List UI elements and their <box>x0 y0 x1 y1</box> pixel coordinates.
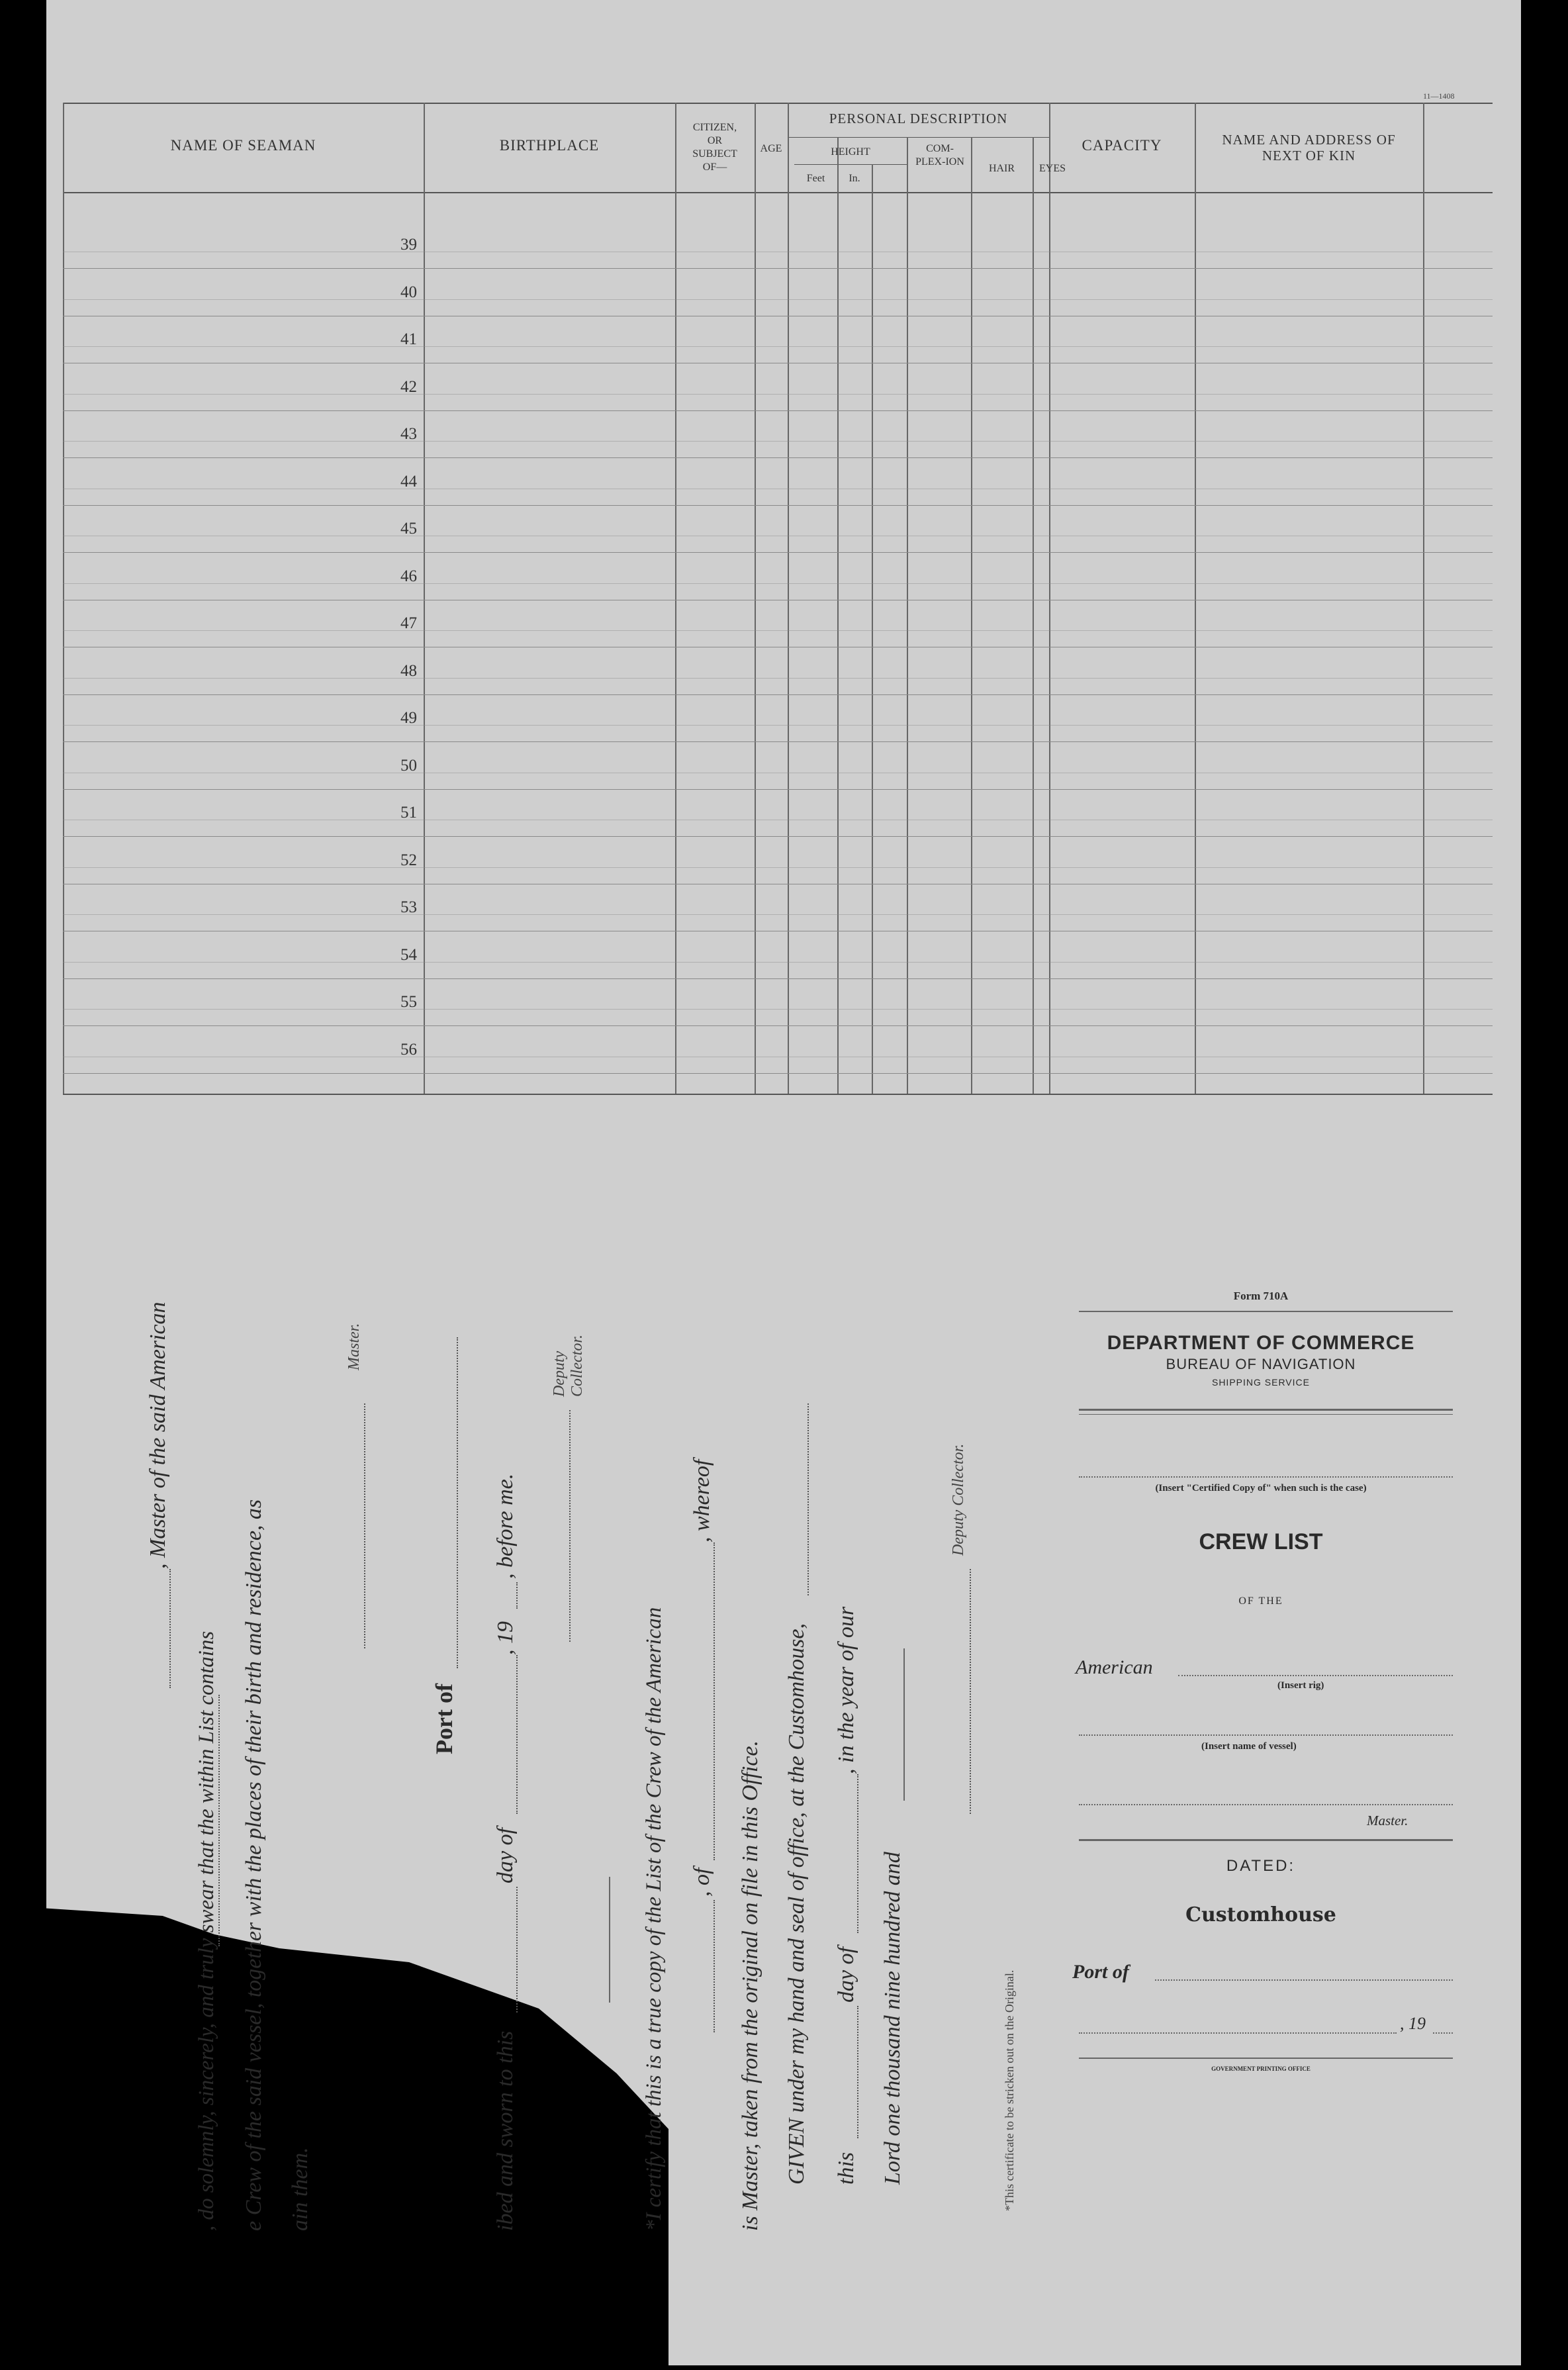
is-master-line: is Master, taken from the original on file in this Office. <box>738 1740 762 2231</box>
row-rule <box>63 1025 1493 1026</box>
row-rule <box>63 457 1493 458</box>
crew-list-title: CREW LIST <box>1199 1529 1323 1554</box>
row-rule <box>63 552 1493 553</box>
header-next-of-kin: NAME AND ADDRESS OF NEXT OF KIN <box>1222 132 1396 164</box>
insert-rig-note: (Insert rig) <box>1277 1680 1324 1691</box>
department-title: DEPARTMENT OF COMMERCE <box>1107 1332 1415 1354</box>
row-subrule <box>63 1009 1493 1010</box>
row-number: 40 <box>400 283 417 301</box>
row-subrule <box>63 962 1493 963</box>
row-number: 44 <box>400 472 417 491</box>
affidavit-block <box>146 1302 1138 2231</box>
whereof-label: , whereof <box>690 1459 714 1542</box>
header-inches: In. <box>849 173 860 184</box>
row-rule <box>63 268 1493 269</box>
row-rule <box>63 789 1493 790</box>
form-number: 11—1408 <box>1423 91 1455 101</box>
row-number: 39 <box>400 236 417 254</box>
row-number: 52 <box>400 851 417 869</box>
header-feet: Feet <box>806 173 825 184</box>
year-19-cover: , 19 <box>1400 2014 1426 2033</box>
row-number: 51 <box>400 804 417 822</box>
service-title: SHIPPING SERVICE <box>1211 1377 1310 1388</box>
row-number: 55 <box>400 993 417 1011</box>
row-rule <box>63 836 1493 837</box>
row-number: 48 <box>400 661 417 680</box>
insert-certified-note: (Insert "Certified Copy of" when such is the case) <box>1155 1483 1367 1493</box>
master-signature-label: Master. <box>346 1323 363 1370</box>
row-number: 42 <box>400 377 417 396</box>
row-subrule <box>63 583 1493 584</box>
deputy-collector-1: Deputy Collector. <box>551 1335 586 1397</box>
day-of-label-2: day of <box>834 1946 858 2003</box>
row-rule <box>63 505 1493 506</box>
dated-label: DATED: <box>1226 1857 1296 1875</box>
header-birthplace: BIRTHPLACE <box>499 137 600 154</box>
row-number: 54 <box>400 945 417 964</box>
header-height: HEIGHT <box>831 146 870 158</box>
of-label: , of <box>690 1868 714 1897</box>
header-complexion: COM-PLEX-ION <box>915 143 964 167</box>
oath-line-1: , Master of the said American <box>146 1302 170 1569</box>
row-rule <box>63 1073 1493 1074</box>
row-rule <box>63 410 1493 411</box>
row-subrule <box>63 725 1493 726</box>
header-capacity: CAPACITY <box>1082 137 1162 154</box>
of-the-label: OF THE <box>1238 1595 1283 1607</box>
header-personal-description: PERSONAL DESCRIPTION <box>829 111 1008 126</box>
row-subrule <box>63 867 1493 868</box>
port-of-label: Port of <box>431 1683 457 1754</box>
row-subrule <box>63 394 1493 395</box>
row-rule <box>63 978 1493 979</box>
customhouse-label: Customhouse <box>1185 1903 1336 1926</box>
oath-line-3: e Crew of the said vessel, together with the places of their birth and residence, as <box>242 1499 266 2231</box>
printer-note: GOVERNMENT PRINTING OFFICE <box>1211 2065 1311 2072</box>
form-label: Form 710A <box>1233 1290 1289 1302</box>
day-of-label: day of <box>493 1827 518 1883</box>
row-subrule <box>63 678 1493 679</box>
row-number: 50 <box>400 756 417 775</box>
row-rule <box>63 741 1493 742</box>
row-rule <box>63 694 1493 695</box>
row-number: 56 <box>400 1040 417 1059</box>
crew-table <box>63 103 1493 1096</box>
deputy-collector-2: Deputy Collector. <box>950 1443 967 1556</box>
header-hair: HAIR <box>988 163 1015 174</box>
oath-line-4: ain them. <box>288 2147 312 2231</box>
row-number: 43 <box>400 425 417 443</box>
year-19-label: , 19 <box>493 1621 518 1655</box>
row-subrule <box>63 299 1493 300</box>
insert-vessel-note: (Insert name of vessel) <box>1201 1741 1297 1752</box>
certify-line: *I certify that this is a true copy of the List of the Crew of the American <box>642 1607 666 2231</box>
year-of-our-label: , in the year of our <box>834 1606 858 1774</box>
row-subrule <box>63 441 1493 442</box>
row-subrule <box>63 346 1493 347</box>
given-line: GIVEN under my hand and seal of office, at the Customhouse, <box>784 1623 809 2185</box>
row-subrule <box>63 914 1493 915</box>
row-number: 46 <box>400 567 417 585</box>
this-label: this <box>834 2152 858 2185</box>
bureau-title: BUREAU OF NAVIGATION <box>1166 1356 1356 1372</box>
oath-line-2: , do solemnly, sincerely, and truly swear that the within List contains <box>195 1631 218 2231</box>
header-citizen: CITIZEN, OR SUBJECT OF— <box>692 122 737 173</box>
before-me-label: , before me. <box>493 1473 518 1579</box>
row-number: 41 <box>400 330 417 348</box>
row-subrule <box>63 630 1493 631</box>
row-number: 53 <box>400 898 417 916</box>
header-eyes: EYES <box>1039 163 1066 174</box>
lord-line: Lord one thousand nine hundred and <box>880 1852 905 2185</box>
row-number: 45 <box>400 520 417 538</box>
header-age: AGE <box>760 143 782 154</box>
row-number: 47 <box>400 614 417 632</box>
row-number: 49 <box>400 709 417 727</box>
header-name-of-seaman: NAME OF SEAMAN <box>170 137 316 154</box>
american-label: American <box>1076 1656 1153 1678</box>
footnote: *This certificate to be stricken out on the Original. <box>1003 1969 1016 2211</box>
master-label: Master. <box>1367 1813 1408 1828</box>
subscribed-line: ibed and sworn to this <box>493 2030 518 2231</box>
port-of-label-cover: Port of <box>1072 1961 1129 1983</box>
